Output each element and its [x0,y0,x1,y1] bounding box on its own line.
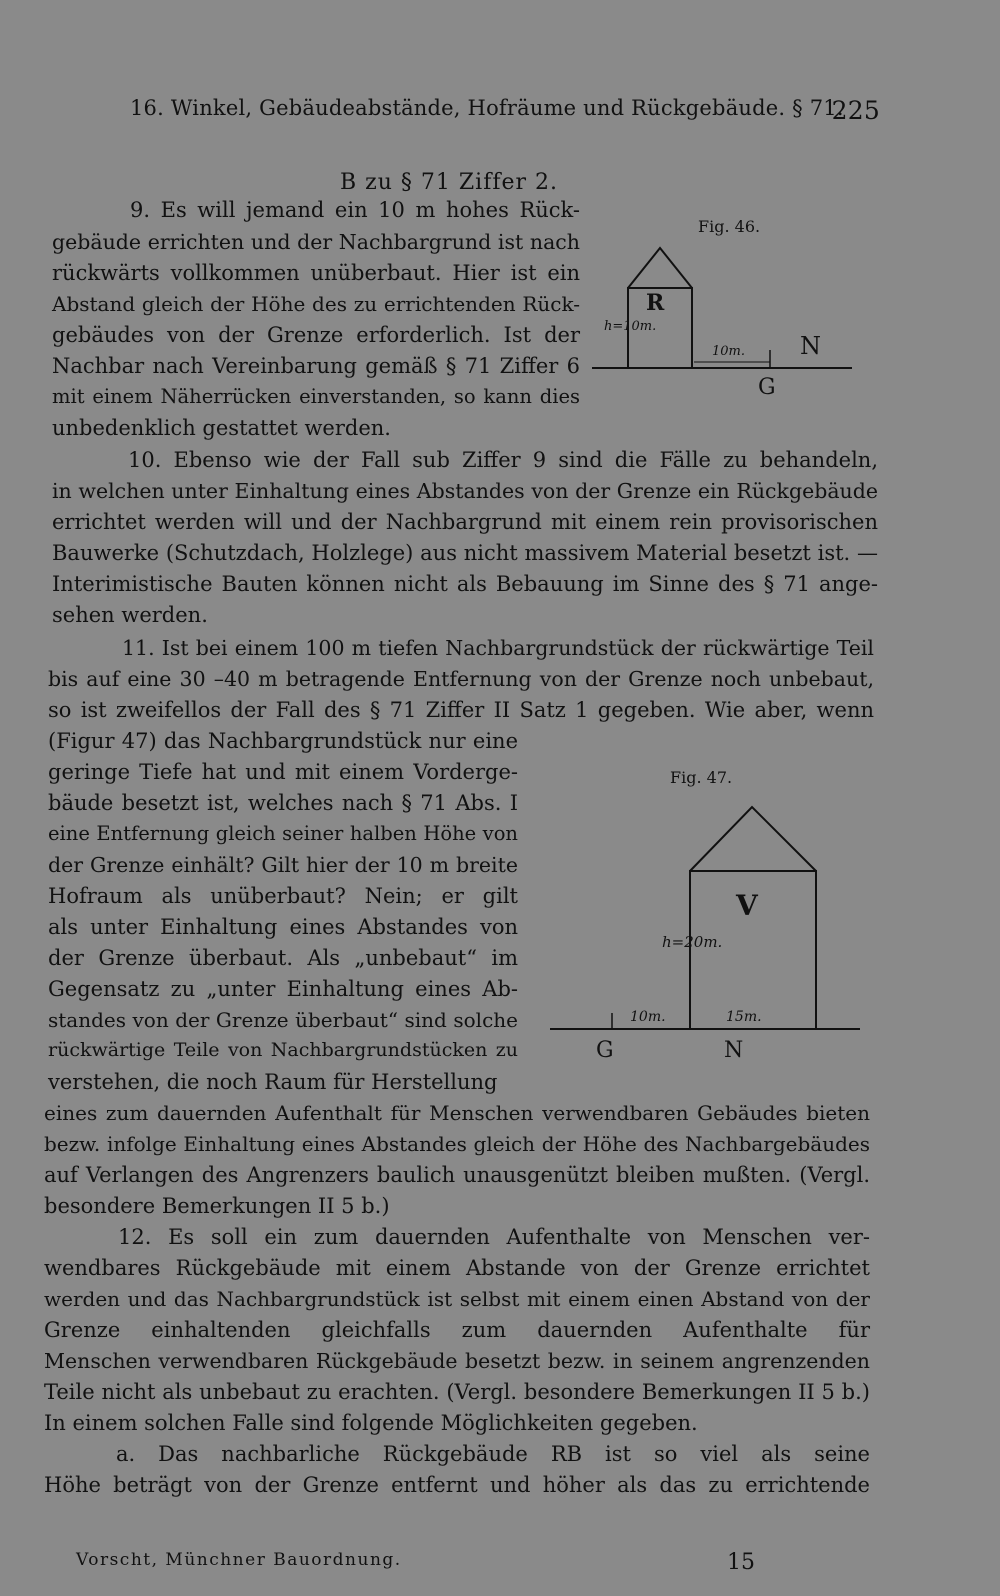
fig47-caption: Fig. 47. [670,768,733,787]
fig47-distance-left-label: 10m. [630,1009,666,1025]
fig47-roof [690,807,816,871]
section-subheading: B zu § 71 Ziffer 2. [340,170,559,195]
text-line: unbedenklich gestattet werden. [52,416,391,440]
text-line: wendbares Rückgebäude mit einem Abstande von der Grenze errichtet [44,1256,870,1280]
text-line: 10. Ebenso wie der Fall sub Ziffer 9 sind die Fälle zu behandeln, [128,448,878,472]
page-number: 225 [831,96,880,125]
text-line: so ist zweifellos der Fall des § 71 Ziffer II Satz 1 gegeben. Wie aber, wenn [48,698,874,722]
text-line: bäude besetzt ist, welches nach § 71 Abs. I [48,791,518,815]
text-line: bezw. infolge Einhaltung eines Abstandes gleich der Höhe des Nachbargebäudes [44,1132,870,1156]
footer-sheet-number: 15 [727,1550,755,1575]
text-line: 12. Es soll ein zum dauernden Aufenthalte von Menschen ver- [118,1225,870,1249]
text-line: werden und das Nachbargrundstück ist selbst mit einem einen Abstand von der [44,1287,870,1311]
text-line: Gegensatz zu „unter Einhaltung eines Ab- [48,977,518,1001]
text-line: rückwärts vollkommen unüberbaut. Hier ist ein [52,261,580,285]
figure-47 [530,765,880,1065]
fig46-building-label: R [646,290,665,316]
text-line: Nachbar nach Vereinbarung gemäß § 71 Ziffer 6 [52,354,580,378]
figure-46 [590,210,870,410]
text-line: gebäudes von der Grenze erforderlich. Ist der [52,323,580,347]
text-line: a. Das nachbarliche Rückgebäude RB ist so viel als seine [116,1442,870,1466]
fig46-caption: Fig. 46. [698,217,761,236]
fig47-distance-right-label: 15m. [726,1009,762,1025]
text-line: Teile nicht als unbebaut zu erachten. (Vergl. besondere Bemerkungen II 5 b.) [44,1380,870,1404]
text-line: in welchen unter Einhaltung eines Abstandes von der Grenze ein Rückgebäude [52,479,878,503]
text-line: Menschen verwendbaren Rückgebäude besetzt bezw. in seinem angrenzenden [44,1349,870,1373]
text-line: sehen werden. [52,603,208,627]
text-line: standes von der Grenze überbaut“ sind solche [48,1008,518,1032]
text-line: eines zum dauernden Aufenthalt für Menschen verwendbaren Gebäudes bieten [44,1101,870,1125]
fig47-building-label: V [736,889,758,922]
text-line: der Grenze überbaut. Als „unbebaut“ im [48,946,518,970]
text-line: eine Entfernung gleich seiner halben Höhe von [48,822,518,845]
fig47-neighbor-label: N [724,1038,744,1063]
text-line: (Figur 47) das Nachbargrundstück nur eine [48,729,518,753]
footer-signature: Vorscht, Münchner Bauordnung. [76,1550,402,1570]
text-line: 11. Ist bei einem 100 m tiefen Nachbargrundstück der rückwärtige Teil [122,636,874,660]
text-line: auf Verlangen des Angrenzers baulich unausgenützt bleiben mußten. (Vergl. [44,1163,870,1187]
text-line: 9. Es will jemand ein 10 m hohes Rück- [130,198,580,222]
page-header [130,96,880,125]
text-line: rückwärtige Teile von Nachbargrundstücken zu [48,1039,518,1061]
text-line: der Grenze einhält? Gilt hier der 10 m breite [48,853,518,877]
text-line: Höhe beträgt von der Grenze entfernt und höher als das zu errichtende [44,1473,870,1497]
fig46-height-label: h=10m. [604,319,657,334]
text-line: errichtet werden will und der Nachbargrund mit einem rein provisorischen [52,510,878,534]
text-line: gebäude errichten und der Nachbargrund ist nach [52,230,580,254]
text-line: bis auf eine 30 –40 m betragende Entfernung von der Grenze noch unbebaut, [48,667,874,691]
text-line: In einem solchen Falle sind folgende Möglichkeiten gegeben. [44,1411,698,1435]
fig46-boundary-label: G [758,375,776,400]
text-line: mit einem Näherrücken einverstanden, so kann dies [52,385,580,408]
text-line: Bauwerke (Schutzdach, Holzlege) aus nicht massivem Material besetzt ist. — [52,541,878,565]
fig46-neighbor-label: N [800,332,821,360]
fig47-boundary-label: G [596,1038,614,1063]
running-title: 16. Winkel, Gebäudeabstände, Hofräume und Rückgebäude. § 71. [130,96,844,120]
text-line: Abstand gleich der Höhe des zu errichtenden Rück- [52,292,580,316]
text-line: besondere Bemerkungen II 5 b.) [44,1194,390,1218]
text-line: Interimistische Bauten können nicht als Bebauung im Sinne des § 71 ange- [52,572,878,596]
text-line: als unter Einhaltung eines Abstandes von [48,915,518,939]
text-line: verstehen, die noch Raum für Herstellung [48,1070,498,1094]
text-line: geringe Tiefe hat und mit einem Vorderge- [48,760,518,784]
text-line: Grenze einhaltenden gleichfalls zum dauernden Aufenthalte für [44,1318,870,1342]
fig46-roof [628,248,692,288]
text-line: Hofraum als unüberbaut? Nein; er gilt [48,884,518,908]
fig47-height-label: h=20m. [662,933,723,951]
fig46-distance-label: 10m. [712,344,746,359]
